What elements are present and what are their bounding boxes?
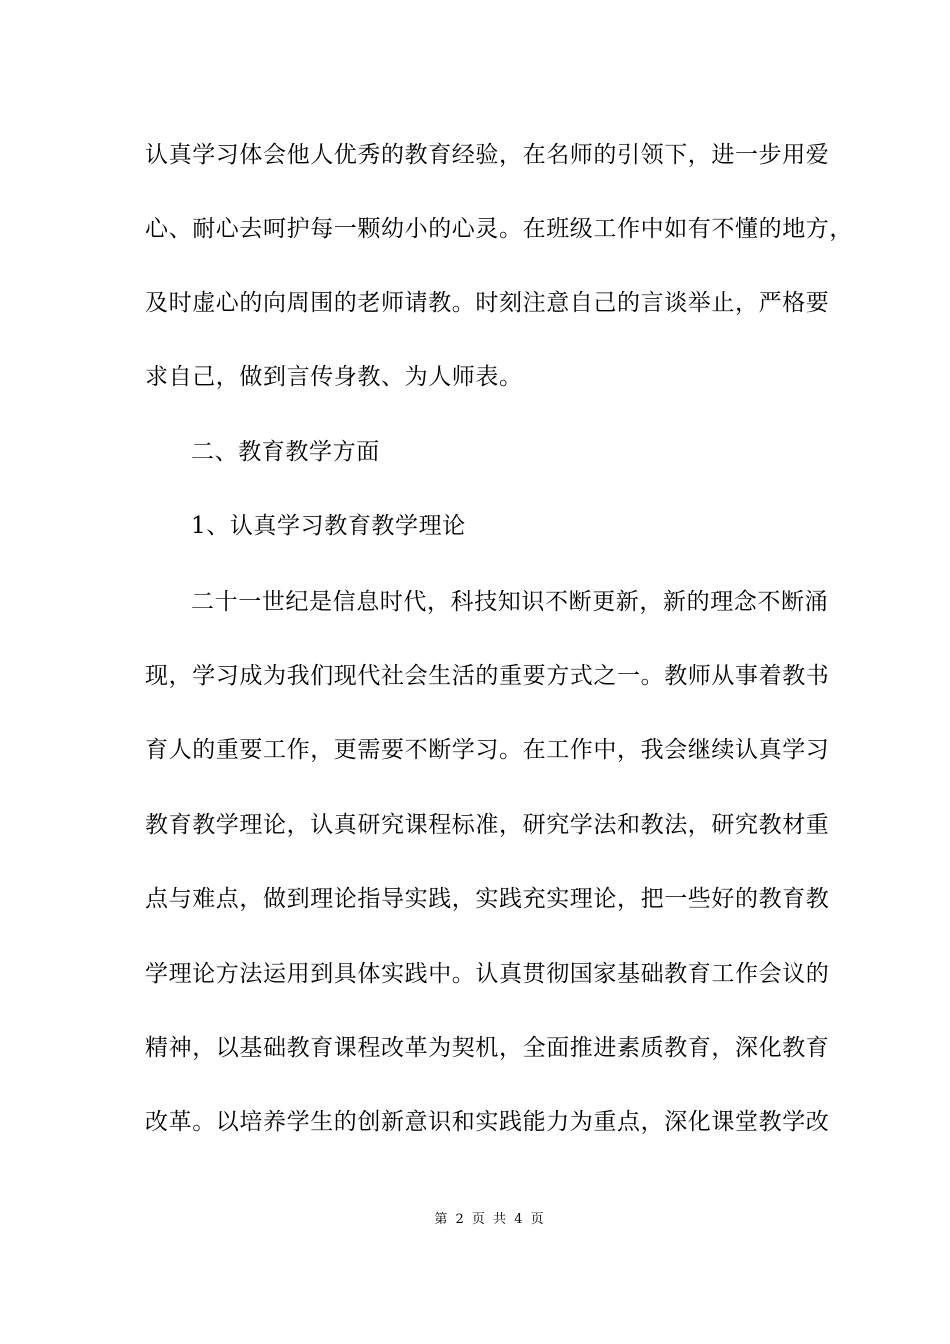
body-text-line: 及时虚心的向周围的老师请教。时刻注意自己的言谈举止，严格要	[145, 290, 830, 316]
body-text-line: 教育教学理论，认真研究课程标准，研究学法和教法，研究教材重	[145, 812, 830, 838]
body-text-line: 认真学习体会他人优秀的教育经验，在名师的引领下，进一步用爱	[145, 142, 830, 168]
body-text-line: 现，学习成为我们现代社会生活的重要方式之一。教师从事着教书	[145, 663, 830, 689]
body-text-line: 育人的重要工作，更需要不断学习。在工作中，我会继续认真学习	[145, 737, 830, 763]
body-text-line: 精神，以基础教育课程改革为契机，全面推进素质教育，深化教育	[145, 1035, 830, 1061]
page-footer	[0, 1210, 950, 1230]
section-heading: 二、教育教学方面	[191, 439, 380, 465]
body-text-line: 改革。以培养学生的创新意识和实践能力为重点，深化课堂教学改	[145, 1109, 830, 1135]
subsection-heading: 1、认真学习教育教学理论	[191, 513, 466, 539]
body-text-line: 二十一世纪是信息时代，科技知识不断更新，新的理念不断涌	[191, 589, 829, 615]
body-text-line: 求自己，做到言传身教、为人师表。	[145, 364, 523, 390]
body-text-line: 心、耐心去呵护每一颗幼小的心灵。在班级工作中如有不懂的地方，	[145, 216, 853, 242]
page-number: 第 2 页 共 4 页	[434, 1212, 546, 1227]
body-text-line: 学理论方法运用到具体实践中。认真贯彻国家基础教育工作会议的	[145, 961, 830, 987]
body-text-line: 点与难点，做到理论指导实践，实践充实理论，把一些好的教育教	[145, 886, 830, 912]
